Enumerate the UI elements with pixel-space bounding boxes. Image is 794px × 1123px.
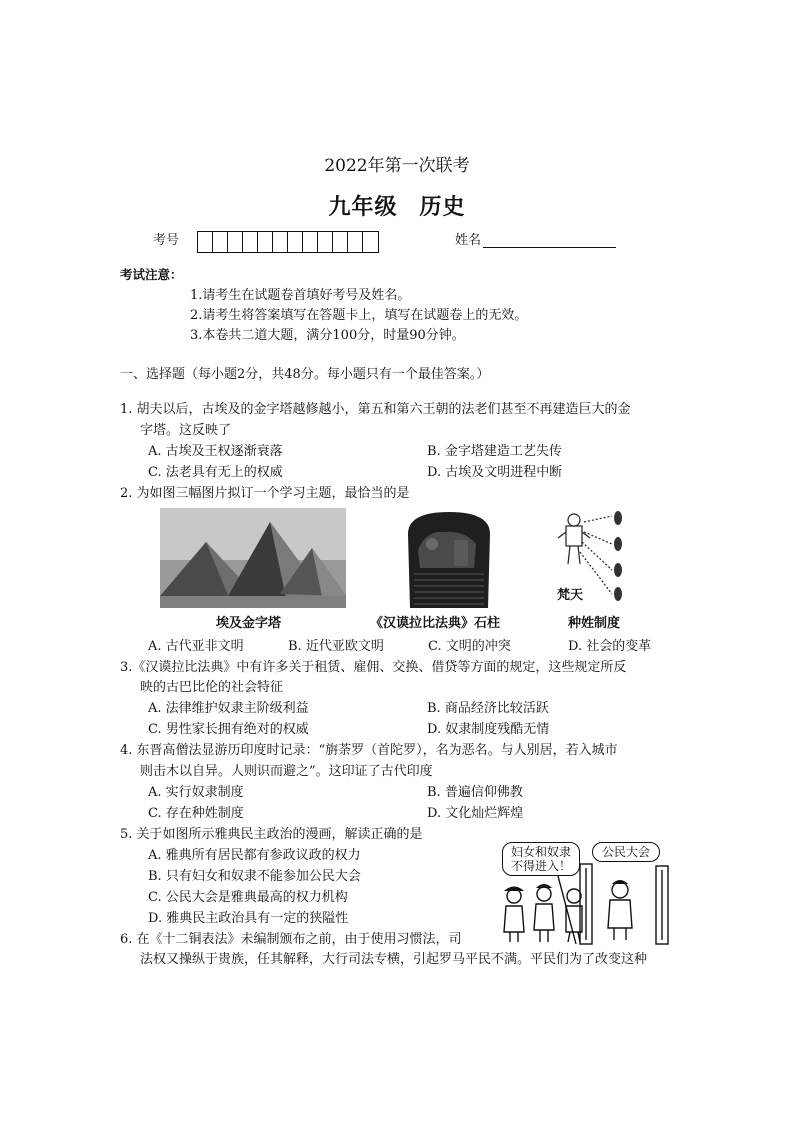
grade-label: 九年级 — [328, 194, 398, 220]
cartoon-sign-right — [592, 842, 660, 862]
notice-item: 1.请考生在试题卷首填好考号及姓名。 — [190, 288, 411, 303]
question-stem: 2. 为如图三幅图片拟订一个学习主题，最恰当的是 — [120, 486, 410, 501]
option: B. 商品经济比较活跃 — [427, 701, 549, 716]
cartoon-sign-text: 公民大会 — [601, 845, 650, 859]
option: D. 社会的变革 — [568, 639, 652, 654]
cartoon-sign-text: 不得进入！ — [510, 859, 571, 873]
exam-no-box[interactable] — [273, 232, 288, 252]
notice-item: 3.本卷共二道大题，满分100分，时量90分钟。 — [190, 328, 465, 343]
image-caption: 埃及金字塔 — [216, 616, 282, 631]
question-stem: 3.《汉谟拉比法典》中有许多关于租赁、雇佣、交换、借贷等方面的规定，这些规定所反 — [120, 660, 627, 675]
option: D. 奴隶制度残酷无情 — [427, 722, 550, 737]
cartoon-sign-text: 妇女和奴隶 — [510, 845, 571, 859]
question-stem: 则击木以自异。人则识而避之”。这印证了古代印度 — [140, 764, 433, 779]
exam-no-box[interactable] — [333, 232, 348, 252]
exam-no-box[interactable] — [348, 232, 363, 252]
option: B. 只有妇女和奴隶不能参加公民大会 — [148, 869, 361, 884]
question-stem: 5. 关于如图所示雅典民主政治的漫画，解读正确的是 — [120, 827, 423, 842]
option: A. 古埃及王权逐渐衰落 — [148, 444, 283, 459]
option: B. 金字塔建造工艺失传 — [427, 444, 562, 459]
question-stem: 映的古巴比伦的社会特征 — [140, 680, 284, 695]
brahma-label: 梵天 — [557, 588, 584, 603]
option: C. 文明的冲突 — [428, 639, 511, 654]
question-stem: 1. 胡夫以后，古埃及的金字塔越修越小，第五和第六王朝的法老们甚至不再建造巨大的金 — [120, 402, 631, 417]
exam-no-box[interactable] — [363, 232, 378, 252]
notice-item: 2.请考生将答案填写在答题卡上，填写在试题卷上的无效。 — [190, 308, 528, 323]
hammurabi-stele-image — [404, 510, 494, 608]
image-caption: 种姓制度 — [568, 616, 621, 631]
exam-no-box[interactable] — [288, 232, 303, 252]
option: D. 文化灿烂辉煌 — [427, 806, 524, 821]
image-caption: 《汉谟拉比法典》石柱 — [370, 616, 501, 631]
question-stem: 6. 在《十二铜表法》未编制颁布之前，由于使用习惯法，司 — [120, 932, 462, 947]
exam-no-box[interactable] — [258, 232, 273, 252]
option: C. 法老具有无上的权威 — [148, 465, 283, 480]
exam-no-box[interactable] — [303, 232, 318, 252]
name-field[interactable] — [483, 247, 616, 248]
exam-no-box[interactable] — [198, 232, 213, 252]
exam-no-box[interactable] — [243, 232, 258, 252]
cartoon-sign-left — [502, 842, 580, 876]
option: B. 近代亚欧文明 — [288, 639, 384, 654]
exam-subtitle — [0, 190, 794, 221]
exam-no-box[interactable] — [213, 232, 228, 252]
option: D. 雅典民主政治具有一定的狭隘性 — [148, 911, 349, 926]
option: C. 男性家长拥有绝对的权威 — [148, 722, 309, 737]
option: C. 公民大会是雅典最高的权力机构 — [148, 890, 348, 905]
option: A. 古代亚非文明 — [148, 639, 244, 654]
question-stem: 法权又操纵于贵族，任其解释，大行司法专横，引起罗马平民不满。平民们为了改变这种 — [140, 952, 648, 967]
option: C. 存在种姓制度 — [148, 806, 244, 821]
option: A. 实行奴隶制度 — [148, 785, 244, 800]
pyramids-image — [160, 508, 346, 608]
exam-no-label: 考号 — [153, 233, 180, 248]
notice-heading: 考试注意： — [120, 267, 183, 282]
question-stem: 4. 东晋高僧法显游历印度时记录：“旃荼罗（首陀罗），名为恶名。与人别居，若入城市 — [120, 743, 618, 758]
section-heading: 一、选择题（每小题2分，共48分。每小题只有一个最佳答案。） — [120, 367, 490, 382]
option: A. 雅典所有居民都有参政议政的权力 — [148, 848, 361, 863]
option: B. 普遍信仰佛教 — [427, 785, 523, 800]
exam-no-box[interactable] — [228, 232, 243, 252]
question-stem: 字塔。这反映了 — [140, 423, 232, 438]
option: D. 古埃及文明进程中断 — [427, 465, 563, 480]
exam-no-box[interactable] — [318, 232, 333, 252]
name-label: 姓名 — [455, 233, 482, 248]
exam-title: 2022年第一次联考 — [324, 156, 470, 176]
subject-label: 历史 — [419, 194, 466, 220]
exam-no-boxes[interactable] — [197, 231, 379, 253]
option: A. 法律维护奴隶主阶级利益 — [148, 701, 309, 716]
